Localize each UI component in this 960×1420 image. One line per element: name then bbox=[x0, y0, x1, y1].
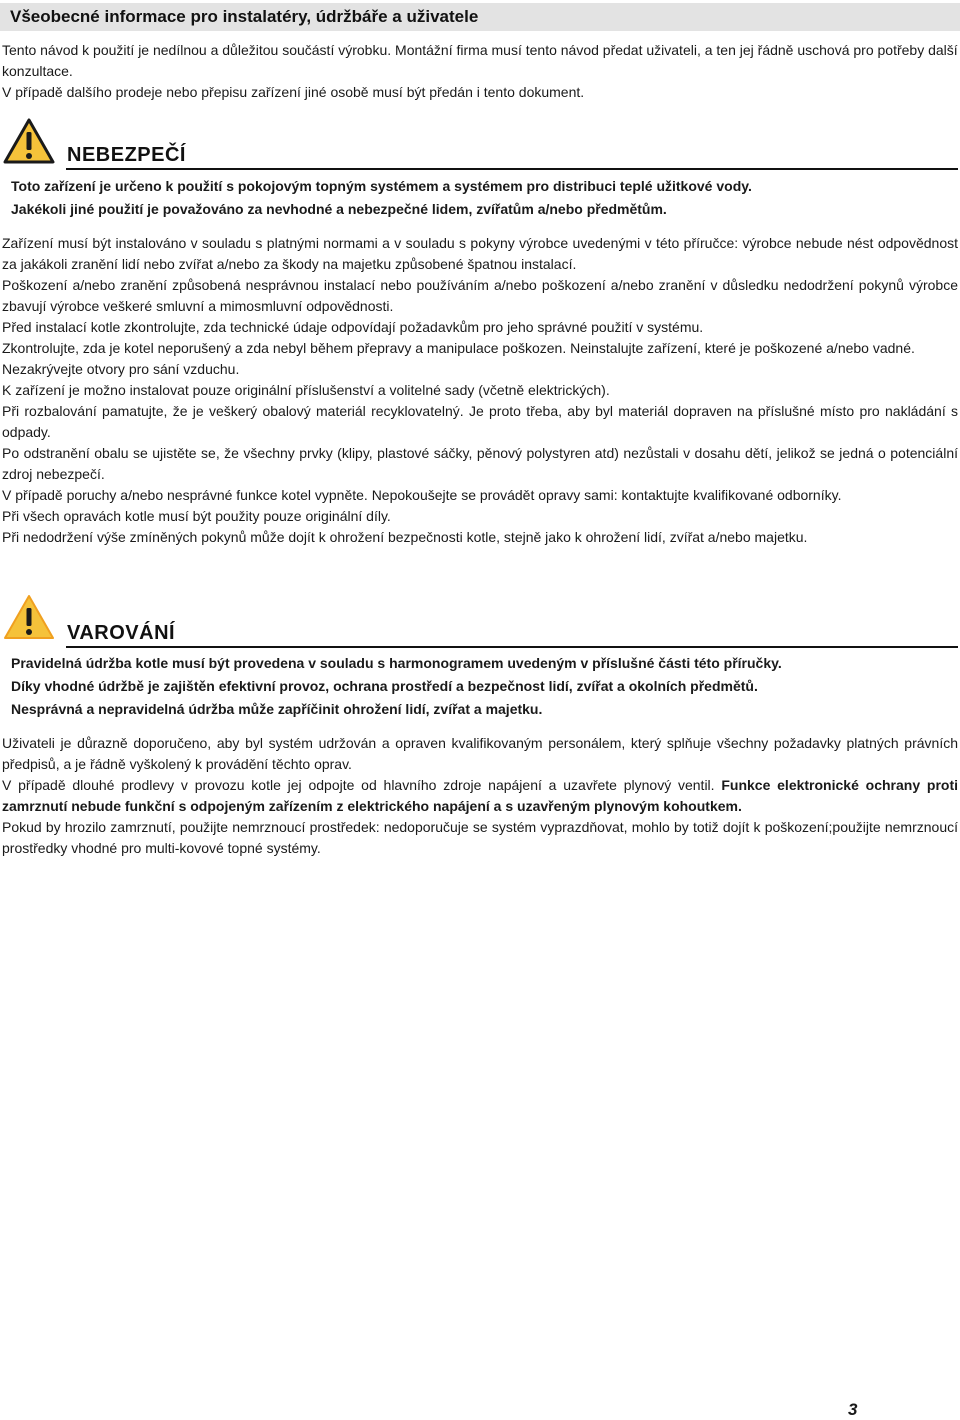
warning-line: Pravidelná údržba kotle musí být provedena v souladu s harmonogramem uvedeným v příslušné části této příručky. bbox=[11, 655, 782, 671]
instruction-paragraph: Nezakrývejte otvory pro sání vzduchu. bbox=[2, 361, 240, 377]
section-title-bar bbox=[0, 3, 960, 31]
danger-heading-row bbox=[0, 142, 960, 170]
warning-line: Díky vhodné údržbě je zajištěn efektivní provoz, ochrana prostředí a bezpečnost lidí, zvířat a okolních předmětů. bbox=[11, 678, 758, 694]
intro-text bbox=[2, 40, 958, 103]
warning-heading-row bbox=[0, 620, 960, 648]
advice-paragraph bbox=[2, 775, 958, 817]
warning-line: Nesprávná a nepravidelná údržba může zapříčinit ohrožení lidí, zvířat a majetku. bbox=[11, 701, 543, 717]
instruction-paragraph: Před instalací kotle zkontrolujte, zda technické údaje odpovídají požadavkům pro jeho správné použití v systému. bbox=[2, 319, 704, 335]
instruction-paragraph: Zkontrolujte, zda je kotel neporušený a zda nebyl během přepravy a manipulace poškozen. Neinstalujte zařízení, které je poškozené a/nebo vadné. bbox=[2, 340, 915, 356]
instruction-paragraph: Poškození a/nebo zranění způsobená nesprávnou instalací nebo používáním a/nebo poškození a/nebo zranění v důsledku nedodržení pokynů výrobce zbavují výrobce veškeré smluvní a mimosmluvní odpovědnosti. bbox=[2, 277, 958, 314]
danger-line: Jakékoli jiné použití je považováno za nevhodné a nebezpečné lidem, zvířatům a/nebo předmětům. bbox=[11, 201, 667, 217]
danger-line: Toto zařízení je určeno k použití s pokojovým topným systémem a systémem pro distribuci teplé užitkové vody. bbox=[11, 178, 752, 194]
danger-text bbox=[11, 175, 951, 221]
warning-rule bbox=[66, 646, 958, 648]
page-number: 3 bbox=[848, 1400, 858, 1419]
danger-rule bbox=[66, 168, 958, 170]
danger-heading: NEBEZPEČÍ bbox=[67, 144, 186, 166]
section-title: Všeobecné informace pro instalatéry, údržbáře a uživatele bbox=[10, 7, 479, 26]
instruction-paragraph: Zařízení musí být instalováno v souladu s platnými normami a v souladu s pokyny výrobce uvedenými v této příručce: výrobce nebude nést odpovědnost za jakákoli zranění lidí nebo zvířat a/nebo za škody na majetku způsobené špatnou instalací. bbox=[2, 235, 958, 272]
intro-paragraph: Tento návod k použití je nedílnou a důležitou součástí výrobku. Montážní firma musí tento návod předat uživateli, a ten jej řádně uschová pro potřeby další konzultace. bbox=[2, 42, 958, 79]
advice-normal-text: V případě dlouhé prodlevy v provozu kotle jej odpojte od hlavního zdroje napájení a uzavřete plynový ventil. bbox=[2, 777, 722, 793]
instructions-text bbox=[2, 233, 958, 548]
instruction-paragraph: V případě poruchy a/nebo nesprávné funkce kotel vypněte. Nepokoušejte se provádět opravy sami: kontaktujte kvalifikované odborníky. bbox=[2, 487, 842, 503]
instruction-paragraph: Po odstranění obalu se ujistěte se, že všechny prvky (klipy, plastové sáčky, pěnový polystyren atd) nezůstali v dosahu dětí, jelikož se jedná o potenciální zdroj nebezpečí. bbox=[2, 445, 958, 482]
advice-bold-text: Funkce elektronické ochrany proti zamrznutí nebude funkční s odpojeným zařízením z elektrického napájení a s uzavřeným plynovým kohoutkem. bbox=[2, 777, 958, 814]
instruction-paragraph: Při všech opravách kotle musí být použity pouze originální díly. bbox=[2, 508, 391, 524]
advice-paragraph: Uživateli je důrazně doporučeno, aby byl systém udržován a opraven kvalifikovaným personálem, který splňuje všechny požadavky platných právních předpisů, a je řádně vyškolený k provádění těchto oprav. bbox=[2, 735, 958, 772]
intro-paragraph: V případě dalšího prodeje nebo přepisu zařízení jiné osobě musí být předán i tento dokument. bbox=[2, 84, 585, 100]
user-advice-text bbox=[2, 733, 958, 859]
instruction-paragraph: K zařízení je možno instalovat pouze originální příslušenství a volitelné sady (včetně elektrických). bbox=[2, 382, 610, 398]
warning-heading: VAROVÁNÍ bbox=[67, 622, 176, 644]
advice-paragraph: Pokud by hrozilo zamrznutí, použijte nemrznoucí prostředek: nedoporučuje se systém vyprazdňovat, mohlo by totiž dojít k poškození;použijte nemrznoucí prostředky vhodné pro multi-kovové topné systémy. bbox=[2, 819, 958, 856]
instruction-paragraph: Při rozbalování pamatujte, že je veškerý obalový materiál recyklovatelný. Je proto třeba, aby byl materiál dopraven na příslušné místo pro nakládání s odpady. bbox=[2, 403, 958, 440]
warning-text bbox=[11, 652, 951, 721]
instruction-paragraph: Při nedodržení výše zmíněných pokynů může dojít k ohrožení bezpečnosti kotle, stejně jako k ohrožení lidí, zvířat a/nebo majetku. bbox=[2, 529, 808, 545]
